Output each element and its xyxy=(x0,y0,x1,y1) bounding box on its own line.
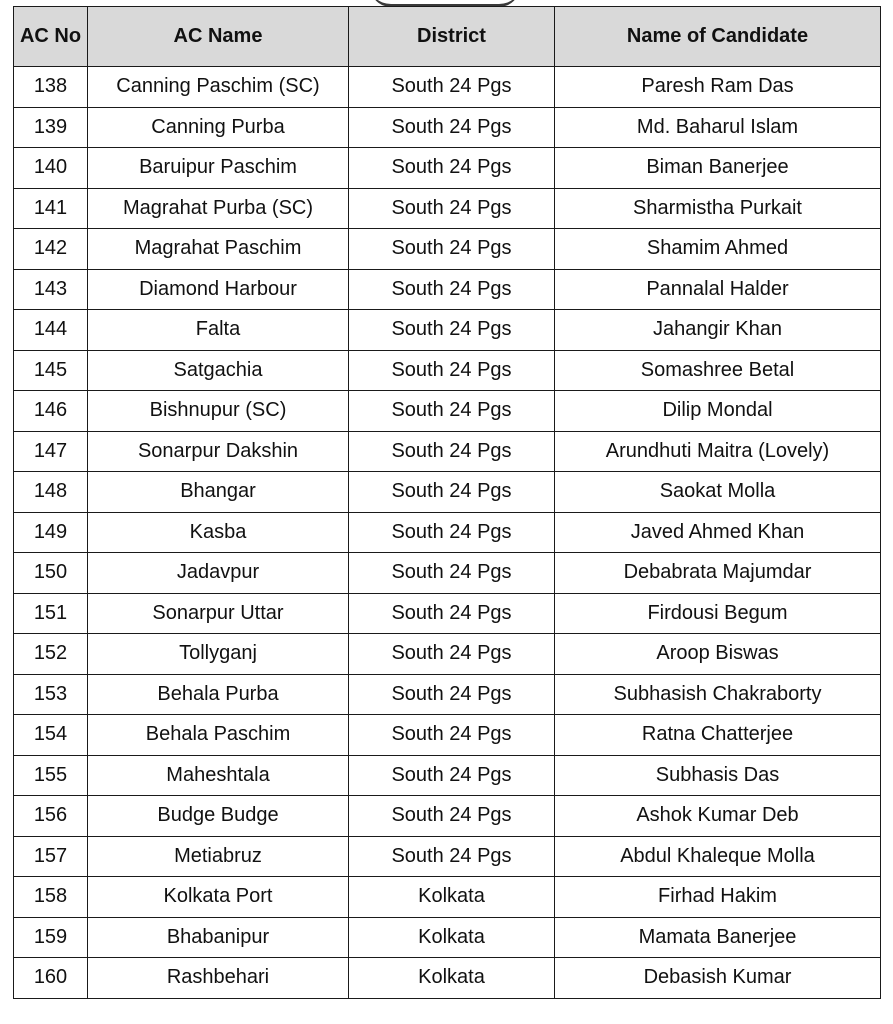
cell-ac-name: Canning Purba xyxy=(88,107,349,148)
table-body xyxy=(14,67,881,999)
table-row xyxy=(14,391,881,432)
cell-district: South 24 Pgs xyxy=(349,67,555,108)
table-row xyxy=(14,229,881,270)
table-row xyxy=(14,958,881,999)
cell-ac-no: 142 xyxy=(14,229,88,270)
cell-candidate-name: Dilip Mondal xyxy=(555,391,881,432)
cell-ac-name: Jadavpur xyxy=(88,553,349,594)
cell-candidate-name: Saokat Molla xyxy=(555,472,881,513)
cell-candidate-name: Pannalal Halder xyxy=(555,269,881,310)
table-row xyxy=(14,796,881,837)
cell-district: South 24 Pgs xyxy=(349,715,555,756)
table-row xyxy=(14,472,881,513)
cell-district: Kolkata xyxy=(349,958,555,999)
cell-district: South 24 Pgs xyxy=(349,593,555,634)
cell-ac-name: Bishnupur (SC) xyxy=(88,391,349,432)
cell-ac-name: Canning Paschim (SC) xyxy=(88,67,349,108)
table-row xyxy=(14,755,881,796)
cell-ac-name: Magrahat Purba (SC) xyxy=(88,188,349,229)
table-row xyxy=(14,188,881,229)
table-row xyxy=(14,674,881,715)
table-row xyxy=(14,593,881,634)
cell-ac-name: Maheshtala xyxy=(88,755,349,796)
cell-district: South 24 Pgs xyxy=(349,674,555,715)
cell-ac-no: 160 xyxy=(14,958,88,999)
cell-district: South 24 Pgs xyxy=(349,796,555,837)
cell-ac-no: 156 xyxy=(14,796,88,837)
header-ac-no: AC No xyxy=(14,7,88,67)
cell-district: South 24 Pgs xyxy=(349,472,555,513)
cell-ac-no: 145 xyxy=(14,350,88,391)
cell-ac-no: 143 xyxy=(14,269,88,310)
table-row xyxy=(14,512,881,553)
cell-ac-no: 159 xyxy=(14,917,88,958)
cell-candidate-name: Abdul Khaleque Molla xyxy=(555,836,881,877)
header-ac-name: AC Name xyxy=(88,7,349,67)
cell-candidate-name: Jahangir Khan xyxy=(555,310,881,351)
cell-ac-name: Tollyganj xyxy=(88,634,349,675)
cell-ac-no: 146 xyxy=(14,391,88,432)
cell-ac-no: 152 xyxy=(14,634,88,675)
cell-district: South 24 Pgs xyxy=(349,431,555,472)
cell-candidate-name: Firdousi Begum xyxy=(555,593,881,634)
table-row xyxy=(14,67,881,108)
cell-ac-no: 157 xyxy=(14,836,88,877)
cell-district: South 24 Pgs xyxy=(349,634,555,675)
cell-ac-no: 149 xyxy=(14,512,88,553)
cell-ac-name: Bhangar xyxy=(88,472,349,513)
cell-district: South 24 Pgs xyxy=(349,350,555,391)
cell-ac-no: 147 xyxy=(14,431,88,472)
cell-candidate-name: Ashok Kumar Deb xyxy=(555,796,881,837)
cell-ac-no: 153 xyxy=(14,674,88,715)
cell-ac-no: 155 xyxy=(14,755,88,796)
cell-candidate-name: Mamata Banerjee xyxy=(555,917,881,958)
cell-district: Kolkata xyxy=(349,917,555,958)
cell-ac-name: Kasba xyxy=(88,512,349,553)
table-row xyxy=(14,634,881,675)
cell-ac-no: 150 xyxy=(14,553,88,594)
cell-ac-name: Rashbehari xyxy=(88,958,349,999)
cell-ac-no: 139 xyxy=(14,107,88,148)
cell-candidate-name: Debasish Kumar xyxy=(555,958,881,999)
cell-candidate-name: Firhad Hakim xyxy=(555,877,881,918)
cell-candidate-name: Md. Baharul Islam xyxy=(555,107,881,148)
cell-district: South 24 Pgs xyxy=(349,391,555,432)
table-row xyxy=(14,431,881,472)
cell-district: Kolkata xyxy=(349,877,555,918)
cell-candidate-name: Biman Banerjee xyxy=(555,148,881,189)
cell-district: South 24 Pgs xyxy=(349,269,555,310)
cell-district: South 24 Pgs xyxy=(349,836,555,877)
cell-ac-no: 148 xyxy=(14,472,88,513)
cell-ac-name: Metiabruz xyxy=(88,836,349,877)
cell-ac-no: 140 xyxy=(14,148,88,189)
cell-ac-name: Budge Budge xyxy=(88,796,349,837)
table-row xyxy=(14,107,881,148)
cell-candidate-name: Arundhuti Maitra (Lovely) xyxy=(555,431,881,472)
cell-ac-name: Kolkata Port xyxy=(88,877,349,918)
cell-candidate-name: Ratna Chatterjee xyxy=(555,715,881,756)
cell-ac-name: Bhabanipur xyxy=(88,917,349,958)
table-row xyxy=(14,310,881,351)
cell-district: South 24 Pgs xyxy=(349,512,555,553)
cell-candidate-name: Paresh Ram Das xyxy=(555,67,881,108)
cell-ac-no: 154 xyxy=(14,715,88,756)
cell-ac-name: Baruipur Paschim xyxy=(88,148,349,189)
table-row xyxy=(14,877,881,918)
cell-candidate-name: Shamim Ahmed xyxy=(555,229,881,270)
cell-district: South 24 Pgs xyxy=(349,148,555,189)
cell-district: South 24 Pgs xyxy=(349,553,555,594)
header-candidate-name: Name of Candidate xyxy=(555,7,881,67)
cell-candidate-name: Sharmistha Purkait xyxy=(555,188,881,229)
header-row xyxy=(14,7,881,67)
table-row xyxy=(14,715,881,756)
cell-ac-name: Satgachia xyxy=(88,350,349,391)
table-row xyxy=(14,269,881,310)
cell-district: South 24 Pgs xyxy=(349,755,555,796)
cell-ac-name: Behala Paschim xyxy=(88,715,349,756)
table-row xyxy=(14,553,881,594)
cell-ac-no: 138 xyxy=(14,67,88,108)
cell-district: South 24 Pgs xyxy=(349,229,555,270)
cell-ac-name: Behala Purba xyxy=(88,674,349,715)
cell-candidate-name: Somashree Betal xyxy=(555,350,881,391)
cell-ac-no: 144 xyxy=(14,310,88,351)
table-row xyxy=(14,917,881,958)
cell-ac-name: Diamond Harbour xyxy=(88,269,349,310)
cell-candidate-name: Javed Ahmed Khan xyxy=(555,512,881,553)
header-district: District xyxy=(349,7,555,67)
cell-ac-name: Falta xyxy=(88,310,349,351)
cell-ac-no: 151 xyxy=(14,593,88,634)
table-row xyxy=(14,350,881,391)
cell-ac-no: 158 xyxy=(14,877,88,918)
table-header xyxy=(14,7,881,67)
cell-candidate-name: Aroop Biswas xyxy=(555,634,881,675)
cell-candidate-name: Subhasis Das xyxy=(555,755,881,796)
cell-ac-name: Sonarpur Uttar xyxy=(88,593,349,634)
candidate-table xyxy=(13,6,881,999)
table-row xyxy=(14,836,881,877)
cell-candidate-name: Subhasish Chakraborty xyxy=(555,674,881,715)
cell-candidate-name: Debabrata Majumdar xyxy=(555,553,881,594)
cell-district: South 24 Pgs xyxy=(349,107,555,148)
cell-district: South 24 Pgs xyxy=(349,188,555,229)
cell-ac-name: Sonarpur Dakshin xyxy=(88,431,349,472)
cell-district: South 24 Pgs xyxy=(349,310,555,351)
cell-ac-name: Magrahat Paschim xyxy=(88,229,349,270)
cell-ac-no: 141 xyxy=(14,188,88,229)
table-row xyxy=(14,148,881,189)
